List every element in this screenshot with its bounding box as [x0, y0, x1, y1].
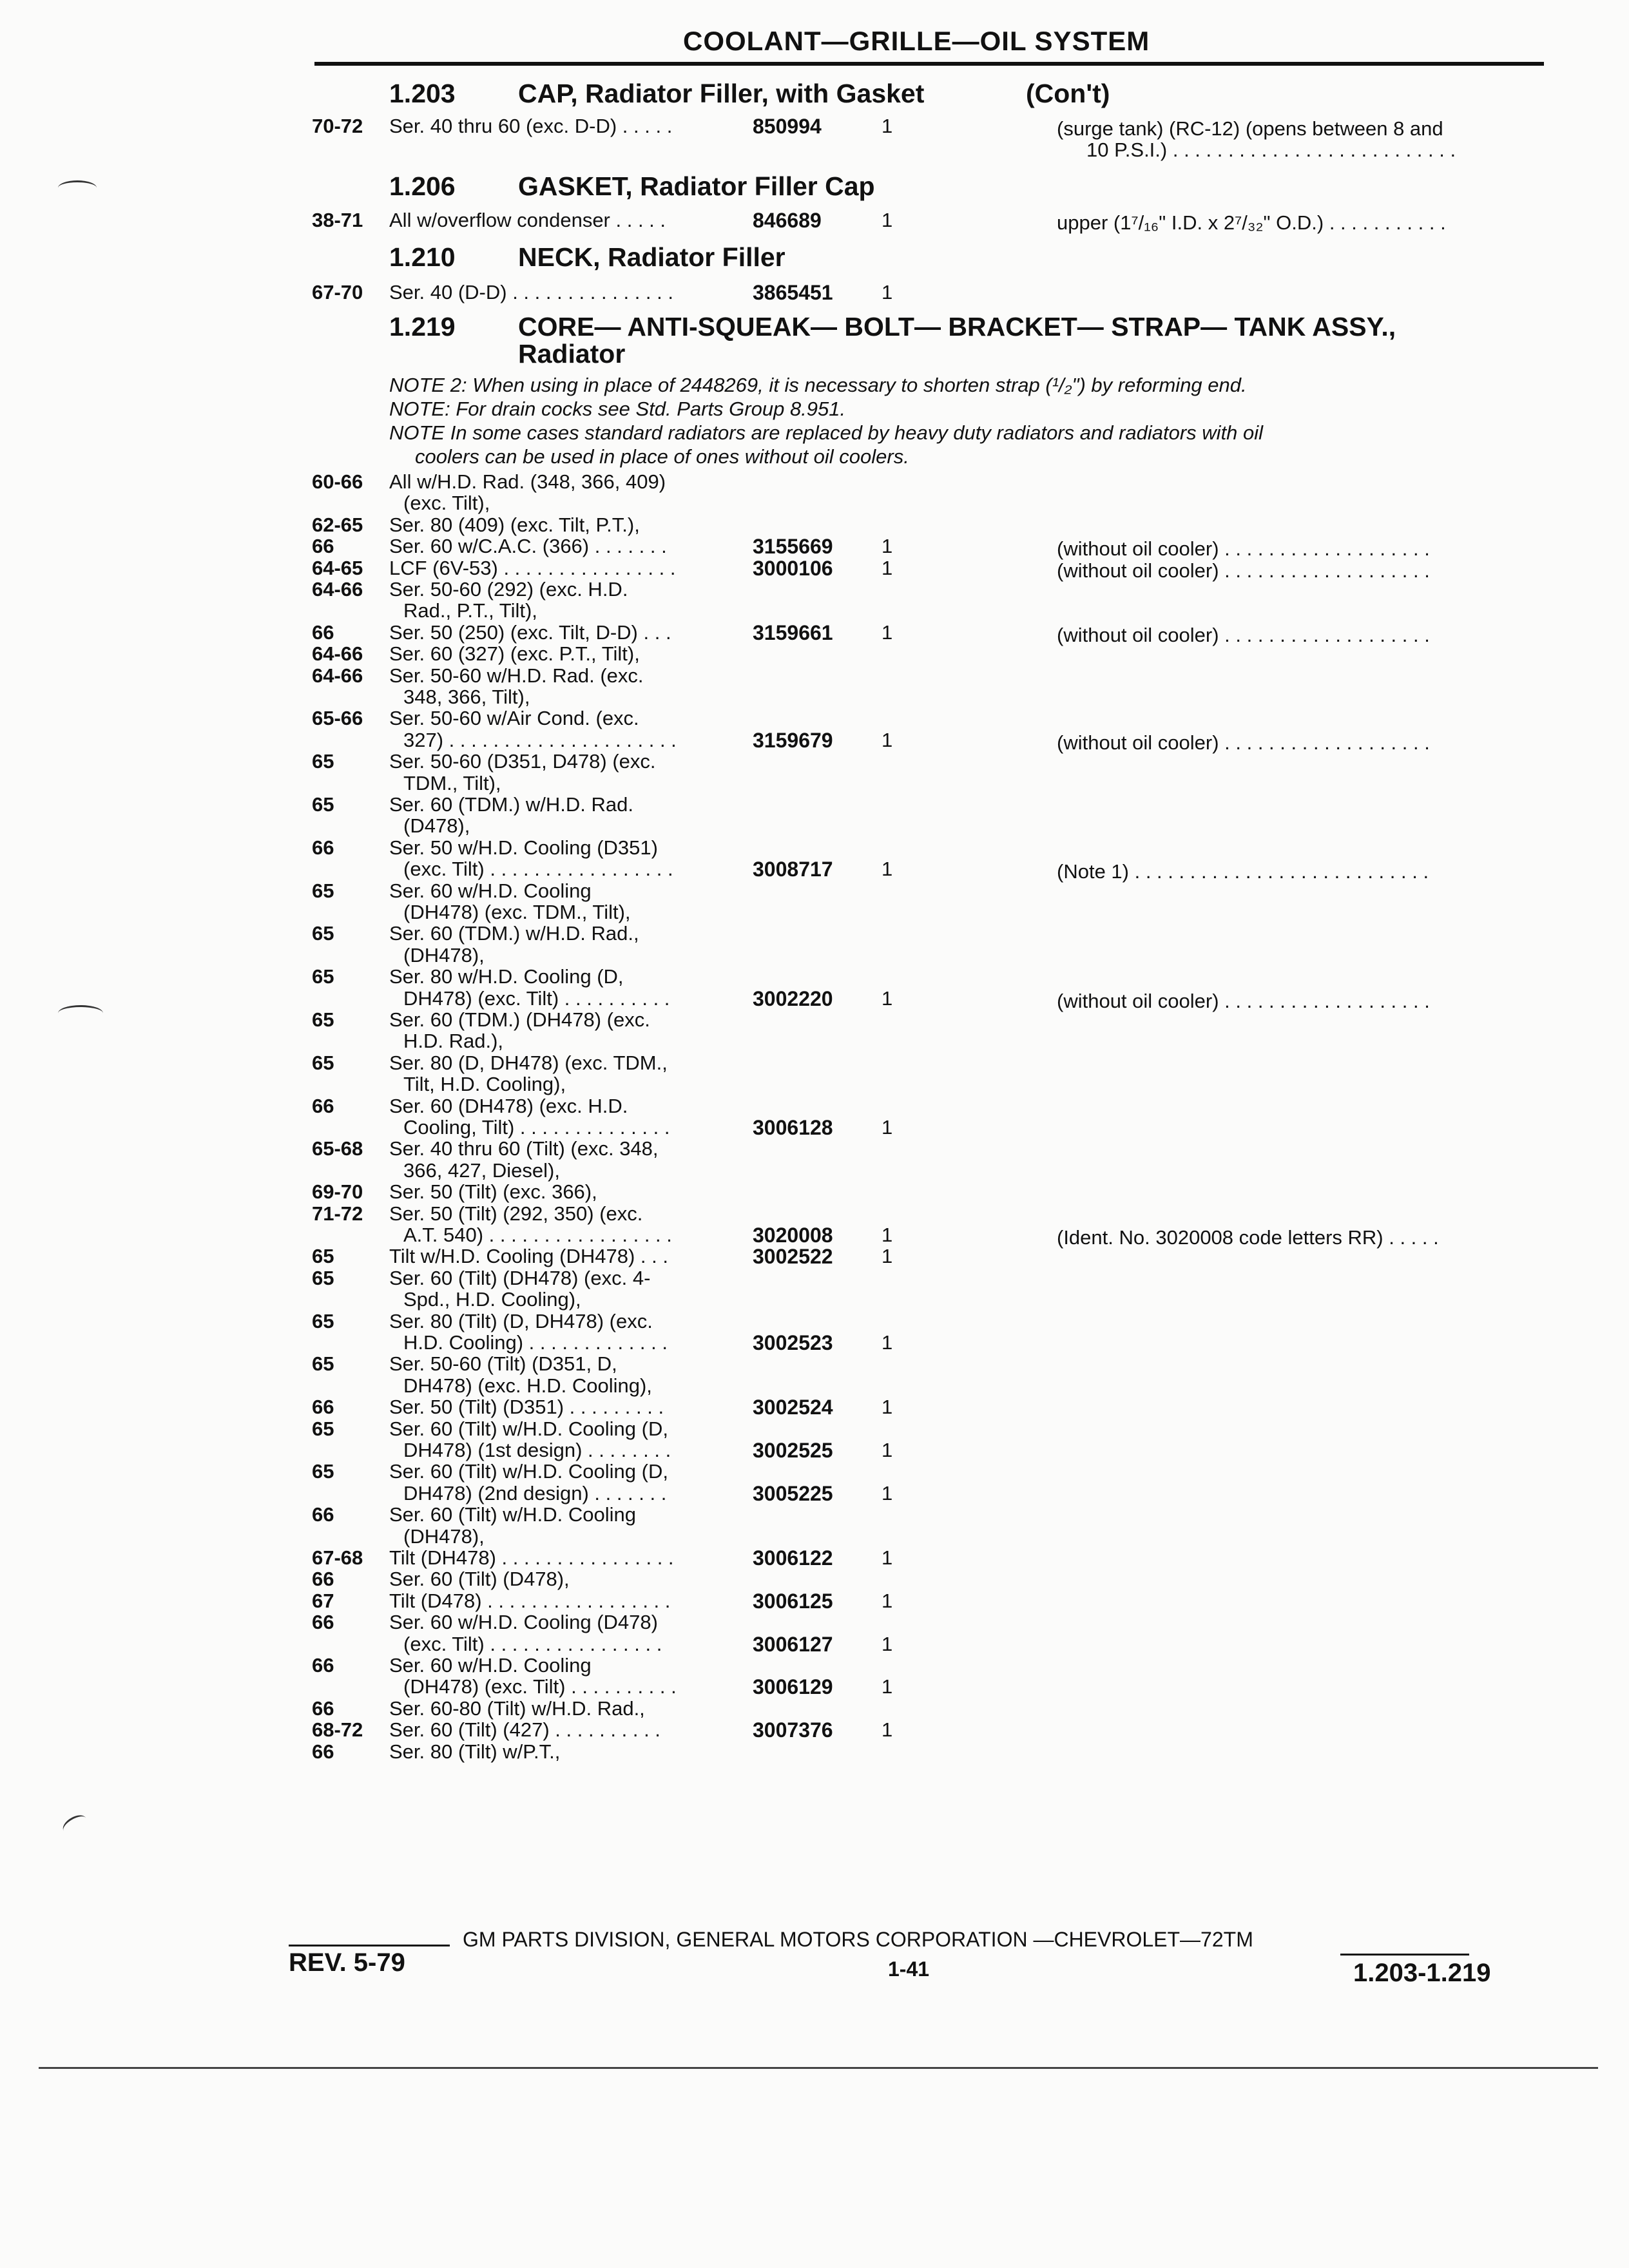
remark: (without oil cooler) . . . . . . . . . . . . . . . . . . .: [1057, 731, 1430, 754]
application-description: Ser. 60 (327) (exc. P.T., Tilt),: [389, 642, 640, 666]
model-year: 64-66: [312, 578, 363, 601]
footer-page-number: 1-41: [888, 1957, 930, 1981]
application-description: (DH478) (exc. Tilt) . . . . . . . . . .: [403, 1675, 677, 1698]
application-description: A.T. 540) . . . . . . . . . . . . . . . . .: [403, 1224, 672, 1246]
application-description: Ser. 50 w/H.D. Cooling (D351): [389, 836, 658, 859]
application-description: Rad., P.T., Tilt),: [403, 599, 537, 622]
model-year: 70-72: [312, 115, 363, 137]
application-description: Ser. 50 (Tilt) (D351) . . . . . . . . .: [389, 1396, 664, 1419]
quantity: 1: [882, 1632, 893, 1655]
application-description: DH478) (1st design) . . . . . . . .: [403, 1439, 671, 1461]
remark: (without oil cooler) . . . . . . . . . . . . . . . . . . .: [1057, 989, 1430, 1012]
model-year: 65: [312, 965, 334, 988]
application-description: Ser. 80 (Tilt) (D, DH478) (exc.: [389, 1309, 653, 1332]
part-number: 3007376: [753, 1718, 833, 1742]
part-number: 3159661: [753, 620, 833, 644]
application-description: H.D. Cooling) . . . . . . . . . . . . .: [403, 1331, 668, 1354]
part-number: 3159679: [753, 728, 833, 752]
model-year: 67-70: [312, 281, 363, 303]
model-year: 65: [312, 1266, 334, 1289]
application-description: Ser. 60 (TDM.) w/H.D. Rad.: [389, 793, 633, 816]
model-year: 66: [312, 535, 334, 558]
remark: 10 P.S.I.) . . . . . . . . . . . . . . . . . . . . . . . . . .: [1086, 139, 1456, 162]
quantity: 1: [882, 1481, 893, 1504]
section-number: 1.219: [389, 312, 456, 341]
footer-corporation: GM PARTS DIVISION, GENERAL MOTORS CORPORATION —CHEVROLET—72TM: [463, 1928, 1253, 1951]
application-description: Ser. 50 (250) (exc. Tilt, D-D) . . .: [389, 620, 671, 644]
model-year: 66: [312, 1654, 334, 1677]
quantity: 1: [882, 1546, 893, 1569]
page-header: COOLANT—GRILLE—OIL SYSTEM: [683, 26, 1150, 56]
part-number: 3002523: [753, 1331, 833, 1354]
model-year: 69-70: [312, 1180, 363, 1204]
application-description: H.D. Rad.),: [403, 1030, 504, 1053]
quantity: 1: [882, 1116, 893, 1139]
application-description: Ser. 60 (DH478) (exc. H.D.: [389, 1094, 628, 1117]
application-description: Ser. 60-80 (Tilt) w/H.D. Rad.,: [389, 1696, 645, 1720]
application-description: Ser. 50-60 w/H.D. Rad. (exc.: [389, 664, 644, 687]
remark: upper (1⁷/₁₆" I.D. x 2⁷/₃₂" O.D.) . . . . . . . . . . .: [1057, 211, 1446, 234]
application-description: Ser. 60 (Tilt) (427) . . . . . . . . . .: [389, 1718, 660, 1742]
application-description: Ser. 50-60 w/Air Cond. (exc.: [389, 707, 639, 730]
model-year: 68-72: [312, 1718, 363, 1742]
application-description: 366, 427, Diesel),: [403, 1158, 560, 1182]
section-name: NECK, Radiator Filler: [518, 242, 786, 272]
scan-bottom-edge: [39, 2067, 1598, 2069]
model-year: 66: [312, 620, 334, 644]
application-description: Ser. 80 w/H.D. Cooling (D,: [389, 965, 624, 988]
quantity: 1: [882, 858, 893, 881]
application-description: (DH478),: [403, 1524, 485, 1548]
model-year: 65: [312, 1352, 334, 1376]
application-description: Ser. 60 (Tilt) (DH478) (exc. 4-: [389, 1266, 651, 1289]
footer-rule-left: [289, 1945, 450, 1946]
application-description: Ser. 50-60 (D351, D478) (exc.: [389, 750, 656, 773]
application-description: Tilt, H.D. Cooling),: [403, 1073, 566, 1096]
model-year: 65: [312, 1417, 334, 1440]
part-number: 3865451: [753, 281, 833, 304]
application-description: Ser. 80 (Tilt) w/P.T.,: [389, 1740, 561, 1763]
section-name: GASKET, Radiator Filler Cap: [518, 171, 875, 201]
quantity: 1: [882, 1224, 893, 1246]
model-year: 66: [312, 836, 334, 859]
application-description: Ser. 40 thru 60 (Tilt) (exc. 348,: [389, 1137, 659, 1160]
part-number: 3020008: [753, 1224, 833, 1247]
application-description: Ser. 50-60 (Tilt) (D351, D,: [389, 1352, 617, 1376]
part-number: 3006127: [753, 1632, 833, 1656]
section-title-1203: [389, 79, 1110, 109]
section-number: 1.203: [389, 79, 456, 108]
application-description: DH478) (exc. Tilt) . . . . . . . . . .: [403, 986, 670, 1010]
part-number: 3000106: [753, 556, 833, 580]
part-number: 3002220: [753, 986, 833, 1010]
quantity: 1: [882, 1245, 893, 1268]
remark: (Note 1) . . . . . . . . . . . . . . . . . . . . . . . . . . .: [1057, 860, 1429, 883]
part-number: 3002525: [753, 1439, 833, 1462]
part-number: 3006122: [753, 1546, 833, 1570]
section-name: CAP, Radiator Filler, with Gasket: [518, 79, 925, 108]
application-description: (DH478),: [403, 943, 485, 966]
application-description: Ser. 60 (Tilt) w/H.D. Cooling: [389, 1503, 637, 1526]
part-number: 3006125: [753, 1589, 833, 1613]
quantity: 1: [882, 1439, 893, 1461]
application-description: Ser. 40 thru 60 (exc. D-D) . . . . .: [389, 115, 673, 137]
model-year: 67-68: [312, 1546, 363, 1569]
model-year: 66: [312, 1740, 334, 1763]
footer-revision: REV. 5-79: [289, 1948, 405, 1977]
scan-mark: [60, 1812, 90, 1838]
section-name-line2: Radiator: [518, 339, 626, 369]
model-year: 65: [312, 1245, 334, 1268]
application-description: DH478) (exc. H.D. Cooling),: [403, 1374, 652, 1397]
application-description: Ser. 60 (Tilt) w/H.D. Cooling (D,: [389, 1460, 668, 1483]
part-number: 3005225: [753, 1481, 833, 1505]
model-year: 67: [312, 1589, 334, 1612]
continued-label: (Con't): [1026, 79, 1110, 108]
section-note: NOTE In some cases standard radiators are replaced by heavy duty radiators and radiators with oil: [389, 421, 1264, 444]
application-description: Tilt w/H.D. Cooling (DH478) . . .: [389, 1245, 668, 1268]
model-year: 65: [312, 1051, 334, 1074]
remark: (Ident. No. 3020008 code letters RR) . . . . .: [1057, 1226, 1439, 1249]
application-description: 327) . . . . . . . . . . . . . . . . . . . . .: [403, 728, 677, 751]
application-description: Ser. 40 (D-D) . . . . . . . . . . . . . . .: [389, 281, 673, 303]
part-number: 3002524: [753, 1396, 833, 1419]
quantity: 1: [882, 115, 893, 137]
application-description: Ser. 60 w/C.A.C. (366) . . . . . . .: [389, 535, 667, 558]
quantity: 1: [882, 1331, 893, 1354]
application-description: All w/overflow condenser . . . . .: [389, 209, 666, 231]
quantity: 1: [882, 535, 893, 558]
model-year: 66: [312, 1568, 334, 1591]
application-description: Ser. 50-60 (292) (exc. H.D.: [389, 578, 628, 601]
model-year: 65: [312, 879, 334, 902]
model-year: 65: [312, 1460, 334, 1483]
application-description: Ser. 60 w/H.D. Cooling (D478): [389, 1611, 658, 1634]
part-number: 850994: [753, 115, 822, 138]
quantity: 1: [882, 728, 893, 751]
application-description: (D478),: [403, 814, 470, 838]
remark: (without oil cooler) . . . . . . . . . . . . . . . . . . .: [1057, 623, 1430, 646]
model-year: 62-65: [312, 513, 363, 536]
header-rule: [314, 62, 1544, 66]
part-number: 3006129: [753, 1675, 833, 1699]
scan-mark: [58, 180, 97, 195]
section-title-1210: [389, 242, 786, 273]
model-year: 66: [312, 1396, 334, 1419]
model-year: 66: [312, 1611, 334, 1634]
quantity: 1: [882, 209, 893, 231]
application-description: (exc. Tilt) . . . . . . . . . . . . . . . . .: [403, 858, 673, 881]
section-number: 1.206: [389, 171, 456, 201]
section-note: NOTE 2: When using in place of 2448269, it is necessary to shorten strap (¹/₂") by reforming end.: [389, 374, 1247, 396]
application-description: Ser. 60 w/H.D. Cooling: [389, 879, 592, 902]
application-description: (exc. Tilt),: [403, 492, 490, 515]
application-description: (exc. Tilt) . . . . . . . . . . . . . . . .: [403, 1632, 662, 1655]
section-name: CORE— ANTI-SQUEAK— BOLT— BRACKET— STRAP— TANK ASSY.,: [518, 312, 1396, 341]
quantity: 1: [882, 986, 893, 1010]
application-description: TDM., Tilt),: [403, 771, 501, 794]
model-year: 38-71: [312, 209, 363, 231]
model-year: 65: [312, 793, 334, 816]
application-description: Ser. 60 (Tilt) w/H.D. Cooling (D,: [389, 1417, 668, 1440]
application-description: Ser. 80 (409) (exc. Tilt, P.T.),: [389, 513, 640, 536]
application-description: 348, 366, Tilt),: [403, 686, 530, 708]
model-year: 64-66: [312, 664, 363, 687]
part-number: 3006128: [753, 1116, 833, 1139]
quantity: 1: [882, 1675, 893, 1698]
model-year: 60-66: [312, 470, 363, 493]
application-description: Ser. 60 (TDM.) w/H.D. Rad.,: [389, 922, 639, 945]
application-description: DH478) (2nd design) . . . . . . .: [403, 1481, 667, 1504]
quantity: 1: [882, 620, 893, 644]
model-year: 65-68: [312, 1137, 363, 1160]
model-year: 65: [312, 1309, 334, 1332]
model-year: 65: [312, 750, 334, 773]
application-description: Ser. 80 (D, DH478) (exc. TDM.,: [389, 1051, 668, 1074]
part-number: 3155669: [753, 535, 833, 559]
model-year: 66: [312, 1696, 334, 1720]
application-description: Tilt (D478) . . . . . . . . . . . . . . . . .: [389, 1589, 671, 1612]
model-year: 66: [312, 1503, 334, 1526]
footer-rule-right: [1340, 1954, 1469, 1956]
part-number: 3002522: [753, 1245, 833, 1269]
section-number: 1.210: [389, 242, 456, 272]
application-description: Ser. 60 (TDM.) (DH478) (exc.: [389, 1008, 650, 1031]
scan-mark: [58, 1005, 103, 1021]
quantity: 1: [882, 556, 893, 579]
model-year: 65: [312, 922, 334, 945]
model-year: 64-65: [312, 556, 363, 579]
model-year: 65: [312, 1008, 334, 1031]
model-year: 66: [312, 1094, 334, 1117]
application-description: Cooling, Tilt) . . . . . . . . . . . . . .: [403, 1116, 670, 1139]
footer-section-range: 1.203-1.219: [1353, 1959, 1491, 1987]
section-note: coolers can be used in place of ones without oil coolers.: [415, 445, 909, 468]
model-year: 64-66: [312, 642, 363, 666]
application-description: (DH478) (exc. TDM., Tilt),: [403, 901, 631, 923]
remark: (surge tank) (RC-12) (opens between 8 and: [1057, 117, 1443, 140]
quantity: 1: [882, 281, 893, 303]
model-year: 71-72: [312, 1202, 363, 1225]
part-number: 3008717: [753, 858, 833, 881]
application-description: Ser. 50 (Tilt) (exc. 366),: [389, 1180, 597, 1204]
section-note: NOTE: For drain cocks see Std. Parts Group 8.951.: [389, 398, 846, 420]
application-description: Ser. 60 (Tilt) (D478),: [389, 1568, 570, 1591]
quantity: 1: [882, 1396, 893, 1419]
remark: (without oil cooler) . . . . . . . . . . . . . . . . . . .: [1057, 537, 1430, 561]
section-title-1206: [389, 171, 875, 202]
quantity: 1: [882, 1589, 893, 1612]
application-description: All w/H.D. Rad. (348, 366, 409): [389, 470, 666, 493]
part-number: 846689: [753, 209, 822, 232]
quantity: 1: [882, 1718, 893, 1742]
application-description: Ser. 50 (Tilt) (292, 350) (exc.: [389, 1202, 643, 1225]
application-description: LCF (6V-53) . . . . . . . . . . . . . . . .: [389, 556, 676, 579]
section-title-1219: [389, 312, 1396, 369]
application-description: Ser. 60 w/H.D. Cooling: [389, 1654, 592, 1677]
application-description: Spd., H.D. Cooling),: [403, 1288, 581, 1311]
application-description: Tilt (DH478) . . . . . . . . . . . . . . . .: [389, 1546, 674, 1569]
model-year: 65-66: [312, 707, 363, 730]
remark: (without oil cooler) . . . . . . . . . . . . . . . . . . .: [1057, 559, 1430, 582]
